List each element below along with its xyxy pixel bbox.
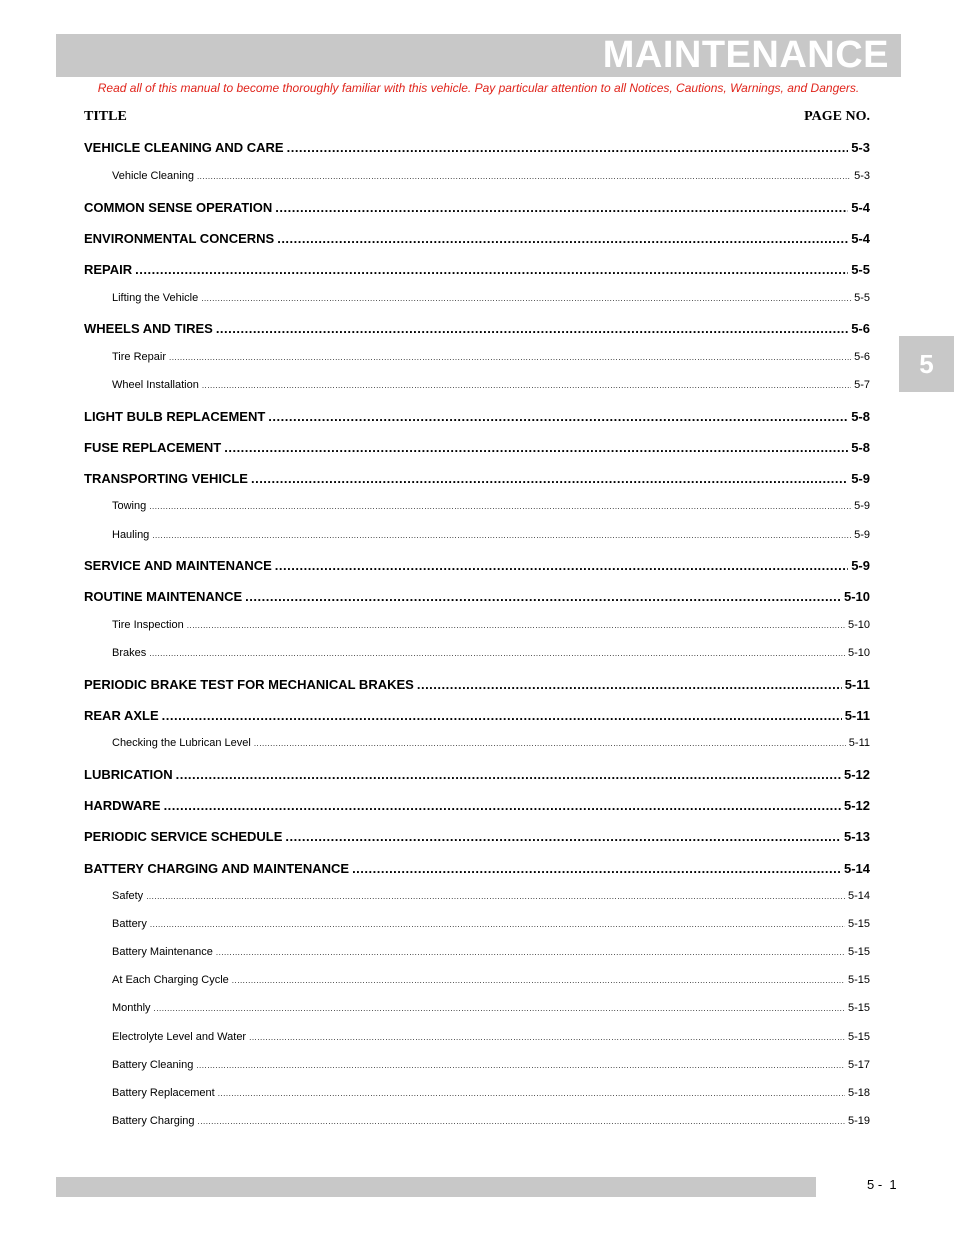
page-title: MAINTENANCE (602, 34, 889, 76)
toc-entry-page: 5-4 (851, 231, 870, 246)
toc-entry[interactable] (84, 1002, 870, 1014)
toc-entry-page: 5-9 (854, 529, 870, 541)
toc-leader-dots (149, 647, 845, 659)
column-header-page: PAGE NO. (804, 109, 870, 124)
header-bar (56, 34, 901, 77)
toc-entry[interactable] (84, 170, 870, 182)
toc-leader-dots (197, 170, 851, 182)
toc-entry-label: HARDWARE (84, 798, 161, 813)
toc-leader-dots (201, 292, 851, 304)
toc-leader-dots (162, 708, 842, 723)
toc-entry[interactable] (84, 767, 870, 782)
toc-entry[interactable] (84, 1059, 870, 1071)
toc-entry-page: 5-8 (851, 409, 870, 424)
toc-leader-dots (169, 351, 851, 363)
toc-entry-label: FUSE REPLACEMENT (84, 440, 222, 455)
toc-entry[interactable] (84, 321, 870, 336)
toc-entry-label: Towing (112, 500, 147, 512)
toc-entry-label: Vehicle Cleaning (112, 170, 194, 182)
toc-entry-label: Battery Maintenance (112, 946, 213, 958)
toc-entry[interactable] (84, 200, 870, 215)
toc-leader-dots (216, 946, 845, 958)
toc-entry-label: PERIODIC SERVICE SCHEDULE (84, 829, 283, 844)
page-number: 5 - 1 (867, 1177, 897, 1192)
toc-leader-dots (352, 861, 841, 876)
toc-entry[interactable] (84, 918, 870, 930)
toc-entry-label: Hauling (112, 529, 150, 541)
toc-leader-dots (135, 262, 848, 277)
toc-leader-dots (164, 798, 841, 813)
toc-leader-dots (268, 409, 848, 424)
toc-entry-label: LIGHT BULB REPLACEMENT (84, 409, 266, 424)
toc-entry-label: Brakes (112, 647, 147, 659)
toc-entry-label: Electrolyte Level and Water (112, 1031, 247, 1043)
toc-leader-dots (417, 677, 842, 692)
toc-leader-dots (277, 231, 848, 246)
toc-entry-label: Checking the Lubrican Level (112, 737, 251, 749)
toc-entry-page: 5-14 (843, 861, 870, 876)
toc-entry-page: 5-14 (847, 890, 870, 902)
toc-entry-page: 5-6 (854, 351, 870, 363)
toc-entry[interactable] (84, 647, 870, 659)
toc-leader-dots (285, 829, 841, 844)
toc-leader-dots (245, 589, 841, 604)
toc-leader-dots (232, 974, 845, 986)
toc-entry[interactable] (84, 409, 870, 424)
chapter-tab: 5 (899, 336, 954, 392)
toc-entry-label: Monthly (112, 1002, 151, 1014)
toc-entry[interactable] (84, 677, 870, 692)
toc-entry-page: 5-7 (854, 379, 870, 391)
toc-entry[interactable] (84, 292, 870, 304)
toc-entry-page: 5-9 (854, 500, 870, 512)
toc-entry[interactable] (84, 737, 870, 749)
toc-leader-dots (176, 767, 841, 782)
toc-entry-label: Lifting the Vehicle (112, 292, 199, 304)
toc-entry[interactable] (84, 619, 870, 631)
toc-entry-page: 5-11 (844, 677, 870, 692)
toc-entry[interactable] (84, 708, 870, 723)
toc-leader-dots (287, 140, 849, 155)
toc-entry-label: ROUTINE MAINTENANCE (84, 589, 243, 604)
toc-entry-page: 5-8 (851, 440, 870, 455)
toc-entry-label: SERVICE AND MAINTENANCE (84, 558, 272, 573)
toc-entry-page: 5-10 (847, 647, 870, 659)
toc-entry-page: 5-4 (851, 200, 870, 215)
toc-entry-page: 5-3 (854, 170, 870, 182)
toc-entry[interactable] (84, 140, 870, 155)
toc-entry[interactable] (84, 861, 870, 876)
toc-entry-page: 5-15 (847, 918, 870, 930)
toc-entry[interactable] (84, 262, 870, 277)
toc-leader-dots (146, 890, 845, 902)
toc-entry-page: 5-19 (847, 1115, 870, 1127)
toc-entry-page: 5-6 (851, 321, 870, 336)
toc-leader-dots (249, 1031, 845, 1043)
toc-leader-dots (216, 321, 848, 336)
toc-entry-label: BATTERY CHARGING AND MAINTENANCE (84, 861, 350, 876)
toc-entry[interactable] (84, 471, 870, 486)
footer-bar (56, 1177, 816, 1197)
toc-entry[interactable] (84, 351, 870, 363)
toc-entry-label: Tire Repair (112, 351, 166, 363)
toc-entry-page: 5-17 (847, 1059, 870, 1071)
toc-entry[interactable] (84, 558, 870, 573)
toc-leader-dots (254, 737, 846, 749)
toc-entry-label: Battery Replacement (112, 1087, 215, 1099)
toc-entry[interactable] (84, 946, 870, 958)
toc-entry-page: 5-12 (843, 798, 870, 813)
toc-entry-page: 5-18 (847, 1087, 870, 1099)
toc-leader-dots (275, 558, 848, 573)
toc-entry-page: 5-15 (847, 1031, 870, 1043)
toc-leader-dots (198, 1115, 845, 1127)
toc-entry-label: Wheel Installation (112, 379, 199, 391)
toc-leader-dots (187, 619, 845, 631)
toc-entry-page: 5-10 (847, 619, 870, 631)
toc-entry-label: COMMON SENSE OPERATION (84, 200, 273, 215)
toc-entry-label: REAR AXLE (84, 708, 159, 723)
toc-leader-dots (275, 200, 848, 215)
toc-entry[interactable] (84, 231, 870, 246)
toc-entry-page: 5-15 (847, 974, 870, 986)
toc-entry-label: Battery Cleaning (112, 1059, 194, 1071)
toc-entry-label: At Each Charging Cycle (112, 974, 229, 986)
toc-entry-page: 5-5 (854, 292, 870, 304)
toc-entry-label: Battery (112, 918, 147, 930)
toc-entry[interactable] (84, 1115, 870, 1127)
toc-entry-page: 5-11 (848, 737, 870, 749)
toc-entry-page: 5-9 (851, 471, 870, 486)
toc-entry[interactable] (84, 1031, 870, 1043)
toc-entry-page: 5-9 (851, 558, 870, 573)
notice-text: Read all of this manual to become thoroughly familiar with this vehicle. Pay particular attention to all Notices, Cautions, Warnings, and Dangers. (97, 81, 860, 95)
toc-entry[interactable] (84, 829, 870, 844)
toc-entry-label: TRANSPORTING VEHICLE (84, 471, 248, 486)
toc-entry-label: Battery Charging (112, 1115, 195, 1127)
column-header-title: TITLE (84, 109, 127, 124)
toc-leader-dots (196, 1059, 845, 1071)
toc-entry-label: PERIODIC BRAKE TEST FOR MECHANICAL BRAKES (84, 677, 414, 692)
toc-entry-label: LUBRICATION (84, 767, 173, 782)
toc-leader-dots (152, 529, 851, 541)
toc-leader-dots (149, 500, 851, 512)
toc-entry-label: Safety (112, 890, 144, 902)
toc-entry[interactable] (84, 974, 870, 986)
toc-entry[interactable] (84, 798, 870, 813)
toc-leader-dots (154, 1002, 845, 1014)
toc-entry[interactable] (84, 589, 870, 604)
toc-entry-page: 5-10 (843, 589, 870, 604)
toc-leader-dots (251, 471, 848, 486)
toc-leader-dots (218, 1087, 845, 1099)
toc-entry-label: WHEELS AND TIRES (84, 321, 213, 336)
toc-entry-page: 5-3 (851, 140, 870, 155)
toc-entry-label: Tire Inspection (112, 619, 184, 631)
toc-entry[interactable] (84, 890, 870, 902)
toc-entry-label: VEHICLE CLEANING AND CARE (84, 140, 284, 155)
toc-leader-dots (224, 440, 848, 455)
toc-entry-page: 5-12 (843, 767, 870, 782)
toc-entry-page: 5-15 (847, 946, 870, 958)
toc-entry[interactable] (84, 1087, 870, 1099)
toc-entry[interactable] (84, 379, 870, 391)
toc-entry-label: REPAIR (84, 262, 133, 277)
toc-entry-page: 5-15 (847, 1002, 870, 1014)
toc-entry[interactable] (84, 500, 870, 512)
toc-entry-page: 5-13 (843, 829, 870, 844)
toc-entry-page: 5-5 (851, 262, 870, 277)
toc-entry-page: 5-11 (844, 708, 870, 723)
toc-entry[interactable] (84, 529, 870, 541)
toc-entry-label: ENVIRONMENTAL CONCERNS (84, 231, 275, 246)
toc-leader-dots (150, 918, 845, 930)
toc-entry[interactable] (84, 440, 870, 455)
toc-leader-dots (202, 379, 851, 391)
